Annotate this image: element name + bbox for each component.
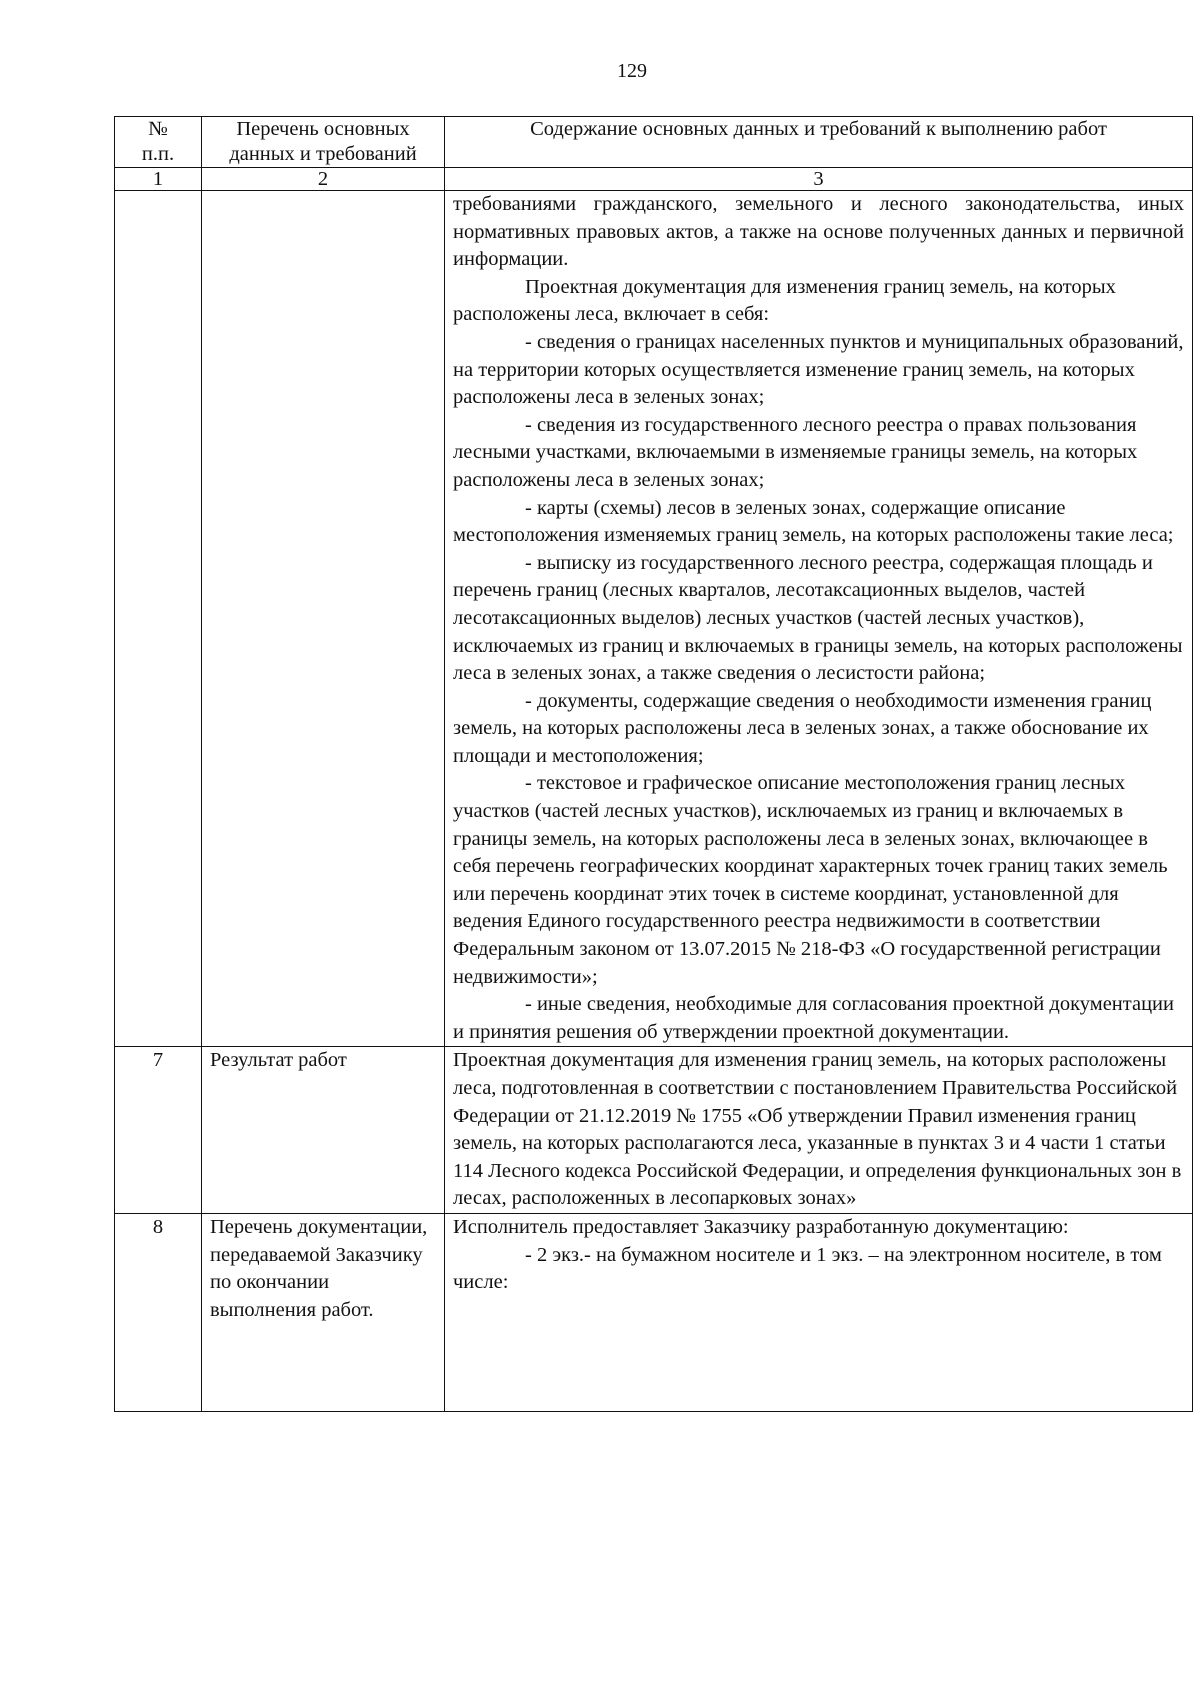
requirements-table [114, 116, 1193, 1412]
page-number: 129 [617, 60, 647, 82]
row-number-cell: 7 [115, 1047, 202, 1214]
row-title-cell [202, 191, 445, 1047]
row-content-cell [445, 191, 1193, 1047]
table-row-7 [115, 1047, 1193, 1214]
result-text: Проектная документация для изменения границ земель, на которых расположены леса, подготовленная в соответствии с постановлением Правительства Российской Федерации от 21.12.2019 № 1755 «Об утверждении Правил изменения границ земель, на которых располагаются леса, указанные в пунктах 3 и 4 части 1 статьи 114 Лесного кодекса Российской Федерации, и определения функциональных зон в лесах, расположенных в лесопарковых зонах» [453, 1049, 1182, 1210]
column-number-1: 1 [115, 168, 202, 191]
column-numbers-row [115, 168, 1193, 191]
table-row-continuation [115, 191, 1193, 1047]
row-number-cell [115, 191, 202, 1047]
row-content-cell [445, 1213, 1193, 1411]
column-number-2: 2 [202, 168, 445, 191]
list-item: - иные сведения, необходимые для согласования проектной документации и принятия решения об утверждении проектной документации. [453, 993, 1174, 1043]
list-item: - карты (схемы) лесов в зеленых зонах, содержащие описание местоположения изменяемых границ земель, на которых расположены такие леса; [453, 496, 1174, 547]
list-item: - текстовое и графическое описание местоположения границ лесных участков (частей лесных участков), исключаемых из границ и включаемых в границы земель, на которых расположены леса в зеленых зонах, включающее в себя перечень географических координат характерных точек границ таких земель или перечень координат этих точек в системе координат, установленной для ведения Единого государственного реестра недвижимости в соответствии Федеральным законом от 13.07.2015 № 218-ФЗ «О государственной регистрации недвижимости»; [453, 772, 1168, 988]
header-col-number-line2: п.п. [141, 143, 175, 165]
row-content-cell [445, 1047, 1193, 1214]
table-header-row [115, 117, 1193, 168]
header-col-title [202, 117, 445, 168]
row-title-cell: Перечень документации, передаваемой Заказчику по окончании выполнения работ. [202, 1213, 445, 1411]
list-item: - сведения из государственного лесного реестра о правах пользования лесными участками, включаемыми в изменяемые границы земель, на которых расположены леса в зеленых зонах; [453, 413, 1138, 491]
list-item: - 2 экз.- на бумажном носителе и 1 экз. – на электронном носителе, в том числе: [453, 1243, 1162, 1294]
list-item: - выписку из государственного лесного реестра, содержащая площадь и перечень границ (лесных кварталов, лесотаксационных выделов, частей лесотаксационных выделов) лесных участков (частей лесных участков), исключаемых из границ и включаемых в границы земель, на которых расположены леса в зеленых зонах, а также сведения о лесистости района; [453, 551, 1183, 685]
row-title-cell: Результат работ [202, 1047, 445, 1214]
continuation-intro: требованиями гражданского, земельного и лесного законодательства, иных нормативных правовых актов, а также на основе полученных данных и первичной информации. [453, 193, 1184, 271]
table-row-8 [115, 1213, 1193, 1411]
row-number-cell: 8 [115, 1213, 202, 1411]
header-col-number [115, 117, 202, 168]
header-col-title-line2: данных и требований [229, 143, 417, 165]
header-col-content: Содержание основных данных и требований к выполнению работ [445, 117, 1193, 168]
header-col-number-line1: № [148, 118, 168, 140]
delivery-lead: Исполнитель предоставляет Заказчику разработанную документацию: [453, 1215, 1069, 1238]
list-item: - документы, содержащие сведения о необходимости изменения границ земель, на которых расположены леса в зеленых зонах, а также обоснование их площади и местоположения; [453, 689, 1152, 767]
header-col-title-line1: Перечень основных [236, 118, 410, 140]
list-item: - сведения о границах населенных пунктов и муниципальных образований, на территории которых осуществляется изменение границ земель, на которых расположены леса в зеленых зонах; [453, 330, 1184, 409]
continuation-lead: Проектная документация для изменения границ земель, на которых расположены леса, включает в себя: [453, 275, 1116, 326]
column-number-3: 3 [445, 168, 1193, 191]
